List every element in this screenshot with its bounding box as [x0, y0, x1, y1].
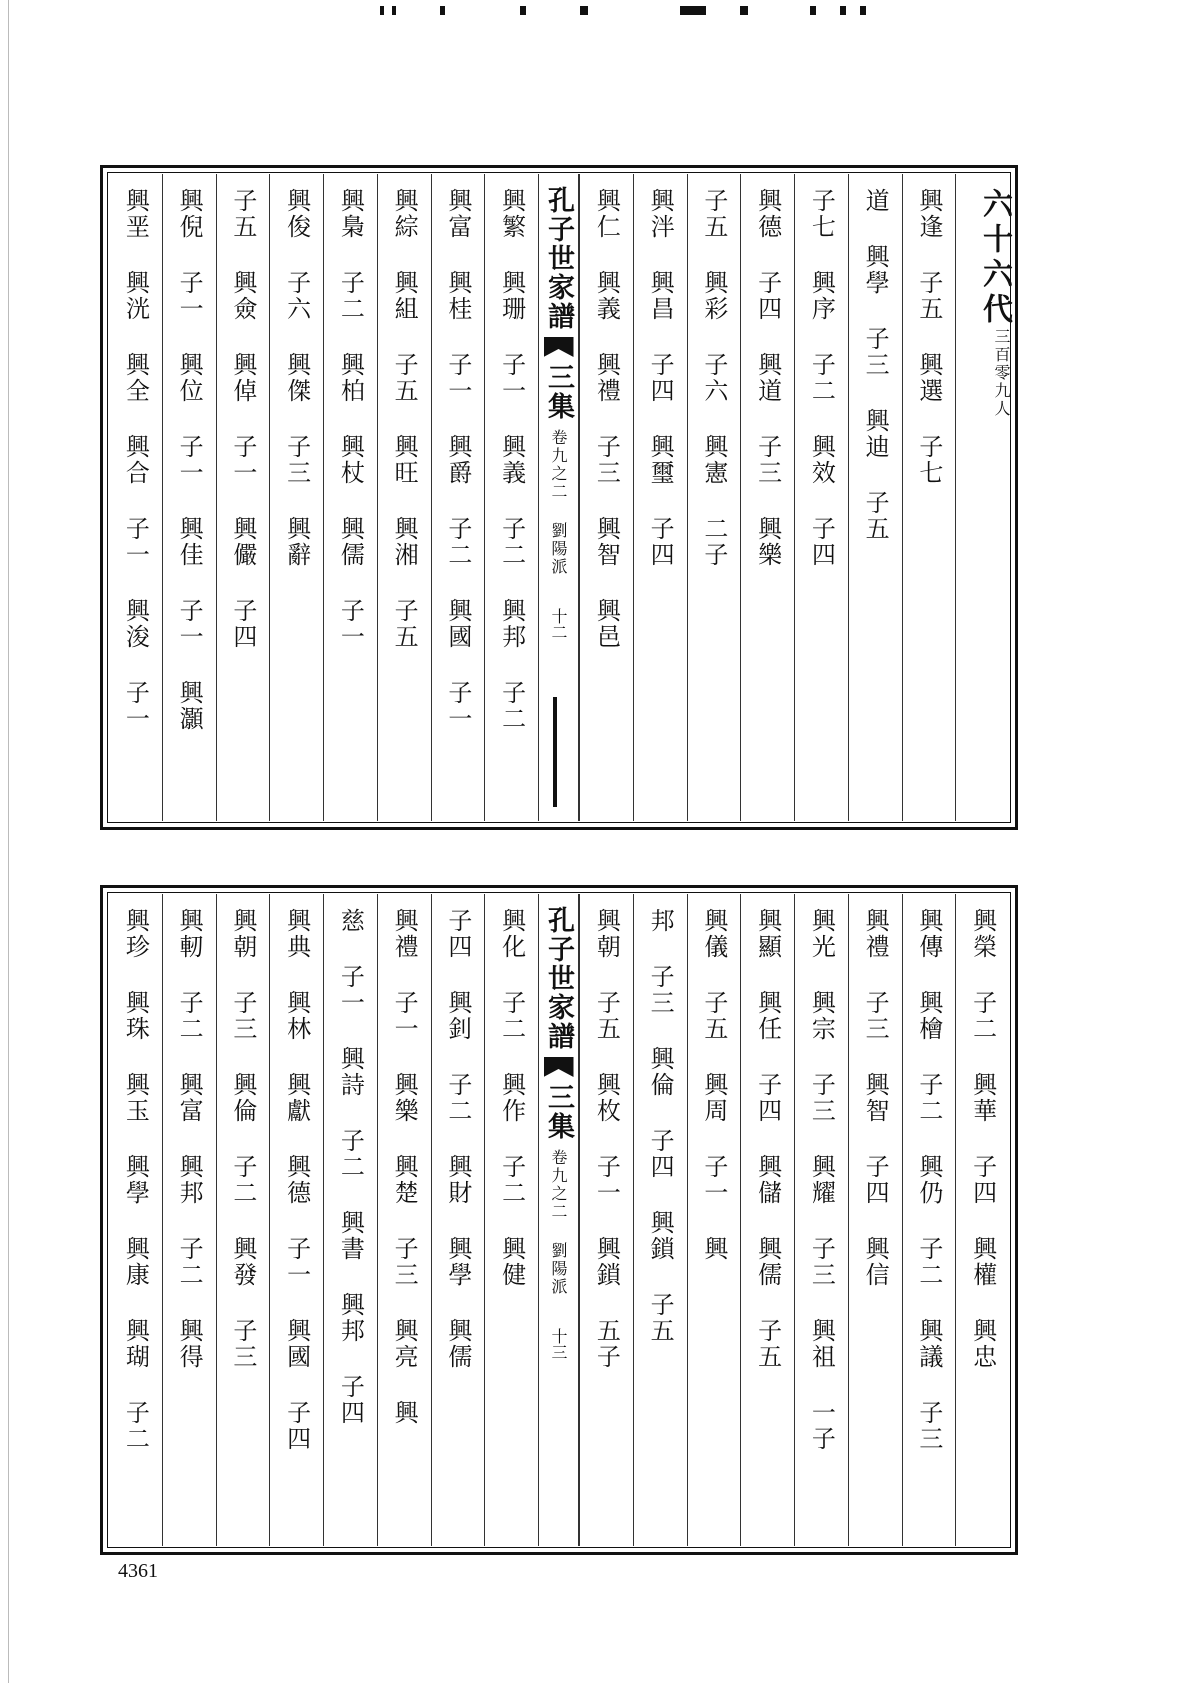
record-column: 興俊 子六 興傑 子三 興辭 — [269, 174, 323, 821]
gutter-bar — [553, 697, 557, 807]
record-column: 興顯 興任 子四 興儲 興儒 子五 — [740, 894, 794, 1546]
record-column: 興儀 子五 興周 子一 興 — [687, 894, 741, 1546]
binding-edge-line — [8, 0, 9, 1683]
record-column: 興梟 子二 興柏 興杖 興儒 子一 — [323, 174, 377, 821]
generation-header — [955, 174, 1012, 821]
chapter-label: 卷九之二 劉陽派 — [549, 1149, 568, 1296]
record-column: 興綜 興組 子五 興旺 興湘 子五 — [377, 174, 431, 821]
record-column: 興繁 興珊 子一 興義 子二 興邦 子二 — [484, 174, 538, 821]
book-title: 孔子世家譜 — [543, 186, 574, 331]
generation-title: 六十六代 — [977, 188, 1012, 328]
record-column: 邦 子三 興倫 子四 興鎖 子五 — [633, 894, 687, 1546]
record-column: 興軔 子二 興富 興邦 子二 興得 — [162, 894, 216, 1546]
record-column: 興光 興宗 子三 興耀 子三 興祖 一子 — [794, 894, 848, 1546]
generation-count: 三百零九人 — [992, 328, 1011, 418]
record-column: 興化 子二 興作 子二 興健 — [484, 894, 538, 1546]
center-gutter — [538, 894, 579, 1546]
chapter-label: 卷九之二 劉陽派 — [549, 429, 568, 576]
volume-label: 三集 — [543, 1083, 574, 1141]
record-column: 興富 興桂 子一 興爵 子二 興國 子一 — [431, 174, 485, 821]
genealogy-panel-bottom — [100, 885, 1018, 1555]
record-column: 興禮 子三 興智 子四 興信 — [848, 894, 902, 1546]
record-column: 興仁 興義 興禮 子三 興智 興邑 — [579, 174, 633, 821]
record-column: 子四 興釗 子二 興財 興學 興儒 — [431, 894, 485, 1546]
record-column: 道 興學 子三 興迪 子五 — [848, 174, 902, 821]
fishtail-mark-icon — [544, 337, 574, 357]
leaf-number: 十三 — [549, 1328, 568, 1360]
record-column: 興禮 子一 興樂 興楚 子三 興亮 興 — [377, 894, 431, 1546]
record-column: 子七 興序 子二 興效 子四 — [794, 174, 848, 821]
record-column: 興逢 子五 興選 子七 — [902, 174, 956, 821]
record-column: 子五 興僉 興倬 子一 興儼 子四 — [216, 174, 270, 821]
leaf-number: 十二 — [549, 608, 568, 640]
record-column: 興朝 子三 興倫 子二 興發 子三 — [216, 894, 270, 1546]
record-column: 興泮 興昌 子四 興璽 子四 — [633, 174, 687, 821]
book-title: 孔子世家譜 — [543, 906, 574, 1051]
fishtail-mark-icon — [544, 1057, 574, 1077]
record-column: 興垩 興洸 興全 興合 子一 興浚 子一 — [121, 188, 150, 732]
record-column: 興德 子四 興道 子三 興樂 — [740, 174, 794, 821]
record-column: 慈 子一 興詩 子二 興書 興邦 子四 — [323, 894, 377, 1546]
record-column: 興傳 興檜 子二 興仍 子二 興議 子三 — [902, 894, 956, 1546]
genealogy-panel-top — [100, 165, 1018, 830]
record-column: 興榮 子二 興華 子四 興權 興忠 — [955, 894, 1009, 1546]
record-column: 興典 興林 興獻 興德 子一 興國 子四 — [269, 894, 323, 1546]
center-gutter — [538, 174, 579, 821]
record-column: 子五 興彩 子六 興憲 二子 — [687, 174, 741, 821]
volume-label: 三集 — [543, 363, 574, 421]
record-column: 興倪 子一 興位 子一 興佳 子一 興灝 — [162, 174, 216, 821]
record-column: 興珍 興珠 興玉 興學 興康 興瑚 子二 — [121, 908, 150, 1452]
cropped-previous-page-fragment — [380, 4, 940, 18]
record-column: 興朝 子五 興枚 子一 興鎖 五子 — [579, 894, 633, 1546]
page-number: 4361 — [118, 1560, 158, 1582]
